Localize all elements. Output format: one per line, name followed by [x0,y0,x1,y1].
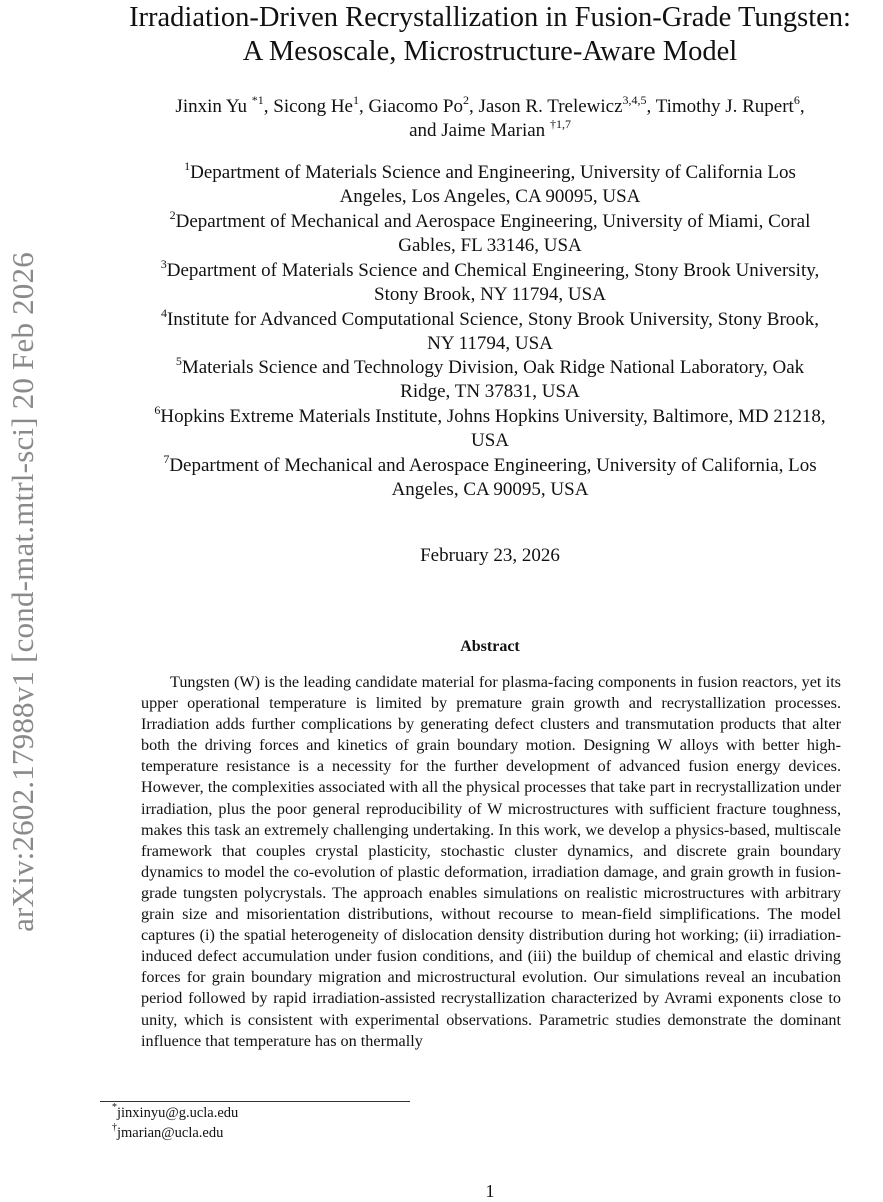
author-separator: , [799,96,805,117]
publication-date: February 23, 2026 [420,545,560,566]
affiliation-4 [95,305,883,356]
affiliation-text: Institute for Advanced Computational Science, Stony Brook University, Stony Brook, [166,309,820,330]
affiliation-text: Hopkins Extreme Materials Institute, Johns Hopkins University, Baltimore, MD 21218, [160,406,826,427]
affiliation-text: Department of Materials Science and Chemical Engineering, Stony Brook University, [166,260,820,281]
footnote-email-2 [112,1124,223,1142]
footnote-email-link[interactable]: jmarian@ucla.edu [117,1125,224,1141]
affiliation-2 [95,207,883,258]
author-superscript: 2 [462,92,469,107]
affiliation-text: Stony Brook, NY 11794, USA [374,284,606,305]
footnote-email-link[interactable]: jinxinyu@g.ucla.edu [117,1105,239,1121]
affiliation-number: 4 [160,305,167,320]
author-name: , Sicong He [263,96,353,117]
footnote-divider [100,1101,410,1102]
author-superscript: *1 [251,92,264,107]
affiliation-text: NY 11794, USA [427,333,553,354]
paper-title-line-2: A Mesoscale, Microstructure-Aware Model [242,36,738,67]
affiliation-6 [95,402,883,453]
footnote-mark: * [112,1102,117,1114]
affiliation-number: 7 [163,451,170,466]
author-superscript: †1,7 [549,116,571,131]
author-name: and Jaime Marian [409,120,550,141]
affiliation-number: 1 [184,158,191,173]
arxiv-identifier-stamp [0,0,49,1200]
affiliation-text: Department of Mechanical and Aerospace Engineering, University of Miami, Coral [175,211,811,232]
author-superscript: 3,4,5 [622,92,647,107]
author-superscript: 6 [793,92,800,107]
abstract-heading: Abstract [460,638,520,655]
affiliation-text: Angeles, Los Angeles, CA 90095, USA [339,186,641,207]
affiliation-number: 3 [160,256,167,271]
affiliation-text: USA [470,430,509,451]
author-list-line-2 [100,116,880,143]
abstract-body: Tungsten (W) is the leading candidate material for plasma-facing components in fusion reactors, yet its upper operational temperature is limited by premature grain growth and recrystallization processes. Irradiation adds further complications by generating defect clusters and transmutation products that alter both the driving forces and kinetics of grain boundary motion. Designing W alloys with better high-temperature resistance is a necessity for the further development of advanced fusion energy devices. However, the complexities associated with all the physical processes that take part in recrystallization under irradiation, plus the poor general reproducibility of W microstructures with sufficient fracture toughness, makes this task an extremely challenging undertaking. In this work, we develop a physics-based, multiscale framework that couples crystal plasticity, stochastic cluster dynamics, and discrete grain boundary dynamics to model the co-evolution of plastic deformation, irradiation damage, and grain growth in fusion-grade tungsten polycrystals. The approach enables simulations on realistic microstructures with arbitrary grain size and misorientation distributions, without recourse to mean-field simplifications. The model captures (i) the spatial heterogeneity of dislocation density distribution during hot working; (ii) irradiation-induced defect accumulation under fusion conditions, and (iii) the buildup of chemical and elastic driving forces for grain boundary migration and microstructural evolution. Our simulations reveal an incubation period followed by rapid irradiation-assisted recrystallization characterized by Avrami exponents close to unity, which is consistent with experimental observations. Parametric studies demonstrate the dominant influence that temperature has on thermally [141,673,841,1050]
author-name: , Timothy J. Rupert [646,96,794,117]
affiliation-7 [95,451,883,502]
affiliation-5 [95,353,883,404]
affiliation-number: 5 [175,353,182,368]
affiliation-text: Angeles, CA 90095, USA [391,479,589,500]
affiliation-number: 2 [169,207,176,222]
footnote-email-1 [112,1104,238,1122]
affiliation-text: Department of Materials Science and Engineering, University of California Los [190,162,796,183]
affiliation-1 [95,158,883,209]
author-list-line-1 [100,92,880,119]
author-name: , Giacomo Po [358,96,463,117]
affiliation-text: Department of Mechanical and Aerospace Engineering, University of California, Los [169,455,817,476]
affiliation-text: Materials Science and Technology Division, Oak Ridge National Laboratory, Oak [181,357,805,378]
page-number: 1 [485,1181,495,1201]
author-name: , Jason R. Trelewicz [468,96,623,117]
footnote-mark: † [112,1122,117,1134]
arxiv-identifier-text: arXiv:2602.17988v1 [cond-mat.mtrl-sci] 20 Feb 2026 [5,252,40,932]
affiliation-3 [95,256,883,307]
author-name: Jinxin Yu [175,96,252,117]
affiliation-text: Ridge, TN 37831, USA [400,381,580,402]
paper-title-line-1: Irradiation-Driven Recrystallization in Fusion-Grade Tungsten: [129,2,851,33]
affiliation-text: Gables, FL 33146, USA [398,235,582,256]
affiliation-number: 6 [154,402,161,417]
author-superscript: 1 [352,92,359,107]
